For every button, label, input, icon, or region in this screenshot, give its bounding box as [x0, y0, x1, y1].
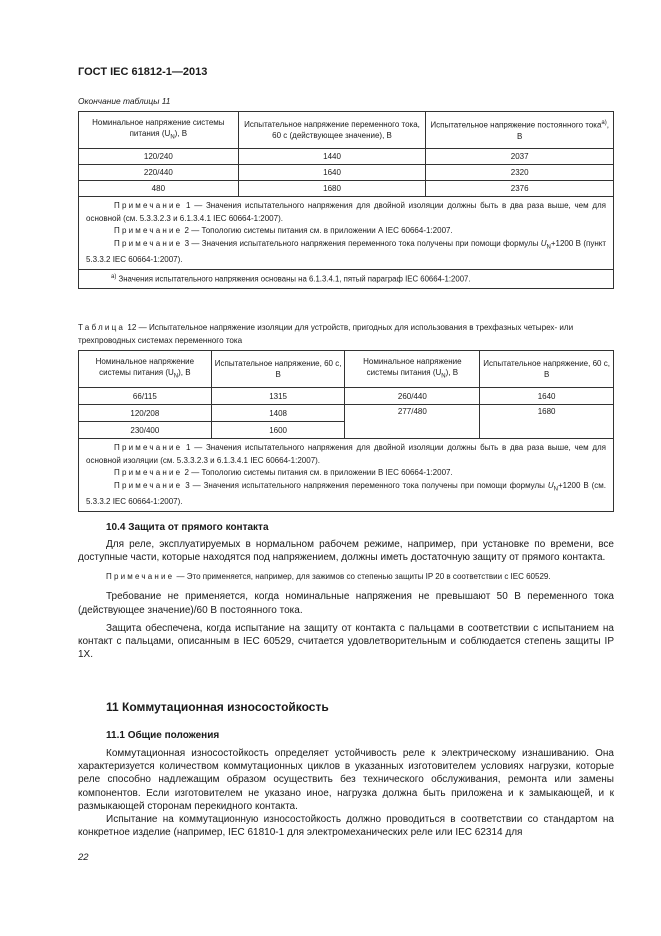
cell: 1680	[238, 181, 426, 197]
paragraph: Коммутационная износостойкость определяет устойчивость реле к электрическому изнашиванию. Она характеризуется количеством коммутационных циклов в указанных изготовителем условиях нагрузки, которые реле способно надлежащим образом осуществить без технического обслуживания, ремонта или замены компонентов. Если изготовителем не указано иное, нагрузка должна быть приложена и к замыкающей, и к размыкающей сторонам перекидного контакта.	[78, 748, 614, 812]
note-2: Примечание 2 — Топологию системы питания см. в приложении B IEC 60664-1:2007.	[114, 468, 453, 477]
cell: 230/400	[79, 422, 212, 439]
cell: 1408	[211, 405, 345, 422]
header-test-voltage-right: Испытательное напряжение, 60 с, В	[480, 351, 614, 388]
cell: 480	[79, 181, 239, 197]
table-notes-row	[79, 439, 614, 512]
cell: 277/480	[345, 405, 480, 439]
paragraph: Защита обеспечена, когда испытание на защиту от контакта с пальцами в соответствии с испытанием на контакт с пальцами, описанным в IEC 60529, считается удовлетворительным и соблюдается степень защиты IP 1X.	[78, 622, 614, 661]
cell: 220/440	[79, 165, 239, 181]
paragraph: Для реле, эксплуатируемых в нормальном рабочем режиме, например, при установке по времени, все доступные части, которые находятся под напряжением, должны иметь достаточную защиту от прямого контакта.	[78, 539, 614, 564]
header-nominal-voltage: Номинальное напряжение системы питания $(U_N)$, В	[79, 112, 239, 149]
table-notes	[79, 197, 614, 270]
table-row	[79, 165, 614, 181]
table-12	[78, 350, 614, 512]
table-header-row	[79, 351, 614, 388]
table-11	[78, 111, 614, 289]
header-dc-test-voltage: Испытательное напряжение постоянного тока$^{а)}$, В	[426, 112, 614, 149]
cell: 260/440	[345, 388, 480, 405]
cell: 2320	[426, 165, 614, 181]
table-footnote-row	[79, 270, 614, 289]
paragraph: Требование не применяется, когда номинальные напряжения не превышают 50 В переменного тока (действующее значение)/60 В постоянного тока.	[78, 591, 614, 616]
table-row	[79, 149, 614, 165]
table11-caption: Окончание таблицы 11	[78, 96, 171, 106]
table-notes-row	[79, 197, 614, 270]
note-2: Примечание 2 — Топологию системы питания см. в приложении А IEC 60664-1:2007.	[114, 226, 453, 235]
header-test-voltage-left: Испытательное напряжение, 60 с, В	[211, 351, 345, 388]
table-footnote: $^{а)}$ Значения испытательного напряжения основаны на 6.1.3.4.1, пятый параграф IEC 60664-1:2007.	[79, 270, 614, 289]
cell: 1680	[480, 405, 614, 439]
paragraph: Испытание на коммутационную износостойкость должно проводиться в соответствии со стандартом на конкретное изделие (например, IEC 61810-1 для электромеханических реле или IEC 62314 для	[78, 814, 614, 839]
cell: 2376	[426, 181, 614, 197]
table-row	[79, 405, 614, 422]
cell: 2037	[426, 149, 614, 165]
section-11-1-body	[78, 747, 614, 839]
cell: 1640	[238, 165, 426, 181]
document-header: ГОСТ IEC 61812-1—2013	[78, 66, 208, 78]
header-nominal-voltage-right: Номинальное напряжение системы питания $(U_N)$, В	[345, 351, 480, 388]
table12-caption: Таблица 12 — Испытательное напряжение изоляции для устройств, пригодных для использования в трехфазных четырех- или трехпроводных системах переменного тока	[78, 323, 574, 345]
header-ac-test-voltage: Испытательное напряжение переменного тока, 60 с (действующее значение), В	[238, 112, 426, 149]
table-row	[79, 388, 614, 405]
note-1: Примечание 1 — Значения испытательного напряжения для двойной изоляции должны быть в два раза выше, чем для основной изоляции (см. 5.3.3.2.3 и 6.1.3.4.1 IEC 60664-1:2007).	[86, 443, 606, 465]
table-header-row	[79, 112, 614, 149]
cell: 120/208	[79, 405, 212, 422]
cell: 1315	[211, 388, 345, 405]
note-3: Примечание 3 — Значения испытательного напряжения переменного тока получены при помощи формулы $U_N+1200$ В (см. 5.3.3.2 IEC 60664-1:2007).	[86, 480, 607, 506]
note-3: Примечание 3 — Значения испытательного напряжения переменного тока получены при помощи формулы $U_N+1200$ В (пункт 5.3.3.2 IEC 60664-1:2007).	[86, 238, 606, 264]
table-row	[79, 181, 614, 197]
section-10-4-body	[78, 538, 614, 661]
cell: 120/240	[79, 149, 239, 165]
header-nominal-voltage-left: Номинальное напряжение системы питания $(U_N)$, В	[79, 351, 212, 388]
cell: 1440	[238, 149, 426, 165]
cell: 1600	[211, 422, 345, 439]
table-notes	[79, 439, 614, 512]
page-number: 22	[78, 852, 89, 863]
note-1: Примечание 1 — Значения испытательного напряжения для двойной изоляции должны быть в два раза выше, чем для основной (см. 5.3.3.2.3 и 6.1.3.4.1 IEC 60664-1:2007).	[86, 201, 606, 223]
section-11-1-title: 11.1 Общие положения	[106, 730, 220, 741]
cell: 1640	[480, 388, 614, 405]
note: Примечание — Это применяется, например, для зажимов со степенью защиты IP 20 в соответствии с IEC 60529.	[106, 572, 551, 582]
section-11-title: 11 Коммутационная износостойкость	[106, 700, 329, 714]
cell: 66/115	[79, 388, 212, 405]
section-10-4-title: 10.4 Защита от прямого контакта	[106, 522, 269, 533]
